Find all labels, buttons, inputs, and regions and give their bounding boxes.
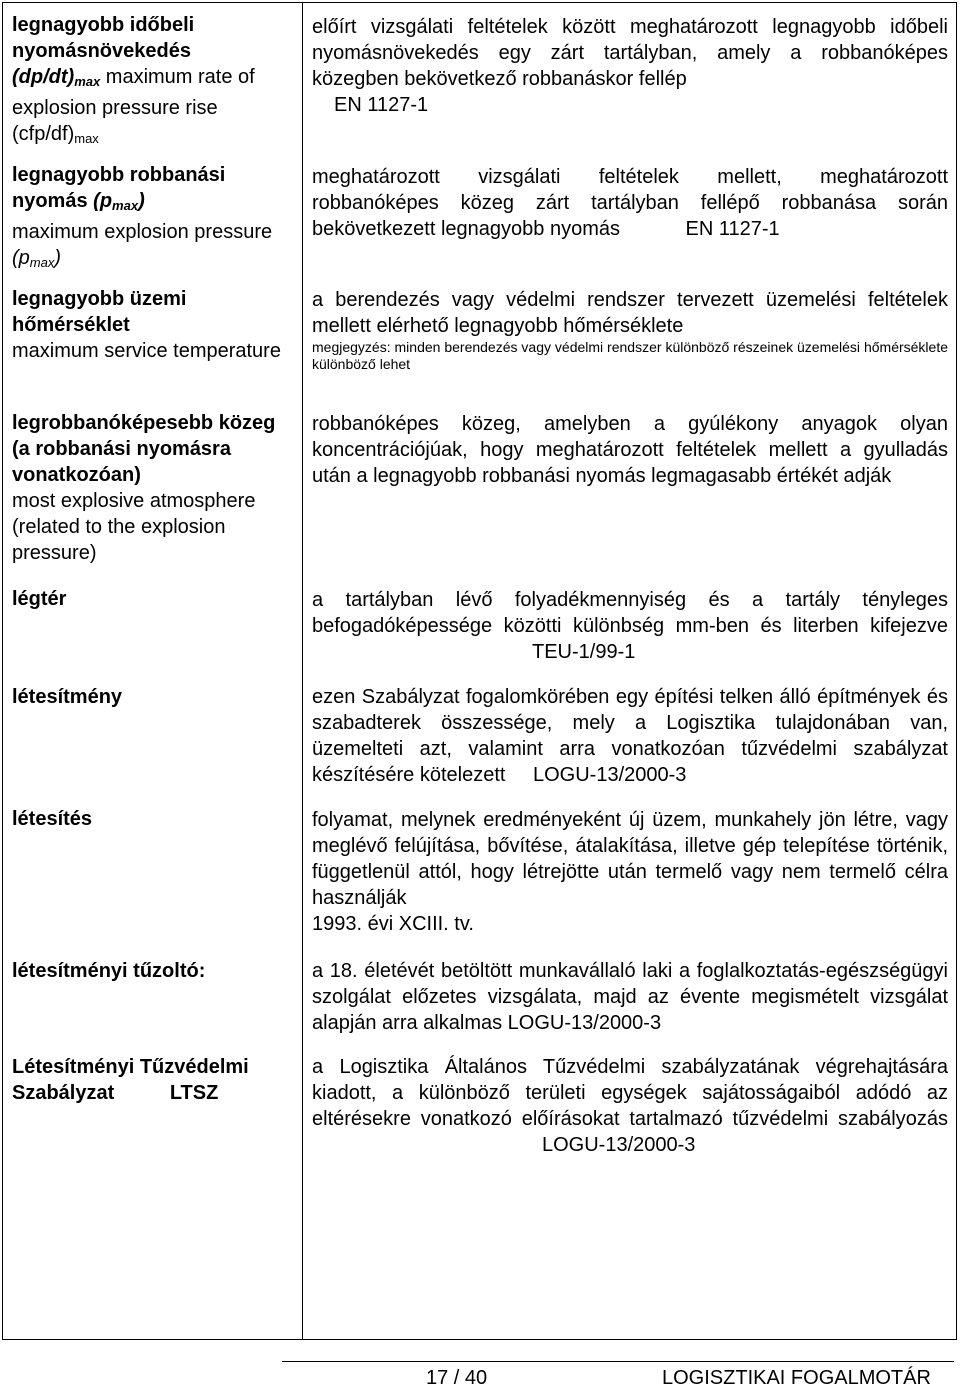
definition-cell — [312, 411, 948, 489]
column-divider — [302, 3, 303, 1339]
term-en-symbol: (p — [12, 247, 30, 269]
definition-cell — [312, 287, 948, 373]
term-en-sub: max — [74, 131, 99, 146]
term-cell — [12, 1054, 296, 1106]
term-symbol-sub: max — [112, 198, 139, 213]
source-ref: LOGU-13/2000-3 — [533, 764, 687, 786]
term-symbol-close: ) — [138, 190, 145, 212]
term-hu: legrobbanóképesebb közeg (a robbanási nyomásra vonatkozóan) — [12, 412, 276, 486]
term-hu: legnagyobb üzemi hőmérséklet — [12, 288, 187, 336]
footer-rule — [282, 1361, 954, 1362]
source-ref: 1993. évi XCIII. tv. — [312, 913, 474, 935]
term-cell — [12, 684, 296, 710]
source-ref: TEU-1/99-1 — [532, 641, 636, 663]
definition-text: a berendezés vagy védelmi rendszer tervezett üzemelési feltételek mellett elérhető legnagyobb hőmérséklete — [312, 289, 948, 337]
term-en: maximum service temperature — [12, 340, 281, 362]
definition-text: előírt vizsgálati feltételek között meghatározott legnagyobb időbeli nyomásnövekedés egy zárt tartályban, amely a robbanóképes közegben bekövetkező robbanáskor fellép — [312, 16, 948, 90]
definition-cell — [312, 1054, 948, 1158]
term-en: maximum rate of explosion pressure rise (cfp/df) — [12, 66, 255, 145]
term-cell — [12, 586, 296, 612]
term-cell — [12, 162, 296, 276]
term-cell — [12, 12, 296, 152]
term-cell — [12, 286, 296, 364]
definition-text: a Logisztika Általános Tűzvédelmi szabályzatának végrehajtására kiadott, a különböző területi egységek sajátosságaiból adódó az eltérésekre vonatkozó előírásokat tartalmazó tűzvédelmi szabályozás — [312, 1056, 948, 1130]
term-hu: legnagyobb időbeli nyomásnövekedés — [12, 14, 195, 62]
term-symbol: (dp/dt) — [12, 66, 75, 88]
page-number: 17 / 40 — [426, 1367, 488, 1389]
term-hu: legnagyobb robbanási nyomás — [12, 164, 226, 212]
document-title: LOGISZTIKAI FOGALMOTÁR — [662, 1367, 931, 1389]
term-hu: Létesítményi Tűzvédelmi Szabályzat — [12, 1056, 249, 1104]
source-ref: EN 1127-1 — [334, 94, 429, 116]
term-en-symbol-sub: max — [29, 255, 55, 270]
definition-cell — [312, 958, 948, 1036]
source-ref: EN 1127-1 — [685, 218, 780, 240]
definition-cell — [312, 807, 948, 937]
term-cell — [12, 958, 296, 984]
definition-text: ezen Szabályzat fogalomkörében egy építési telken álló építmények és szabadterek összessége, mely a Logisztika tulajdonában van, üzemelteti azt, valamint arra vonatkozóan tűzvédelmi szabályzat készítésére kötelezett — [312, 686, 948, 786]
definition-text: robbanóképes közeg, amelyben a gyúlékony anyagok olyan koncentrációjúak, hogy meghatározott feltételek mellett a gyulladás után a legnagyobb robbanási nyomás legmagasabb értékét adják — [312, 413, 948, 487]
term-abbreviation: LTSZ — [169, 1082, 219, 1104]
term-en-symbol-close: ) — [54, 247, 62, 269]
term-hu: létesítményi tűzoltó: — [12, 960, 206, 982]
term-symbol-sub: max — [74, 74, 101, 89]
term-hu: légtér — [12, 588, 67, 610]
term-symbol: (p — [93, 190, 113, 212]
definition-note: megjegyzés: minden berendezés vagy védelmi rendszer különböző részeinek üzemelési hőmérséklete különböző lehet — [312, 339, 948, 372]
definition-cell — [312, 14, 948, 118]
definition-text: folyamat, melynek eredményeként új üzem, munkahely jön létre, vagy meglévő felújítása, bővítése, átalakítása, illetve gép telepítése történik, függetlenül attól, hogy létrejötte után termelő vagy nem termelő célra használják — [312, 809, 948, 909]
definition-text: a 18. életévét betöltött munkavállaló laki a foglalkoztatás-egészségügyi szolgálat előzetes vizsgálata, majd az évente megismételt vizsgálat alapján arra alkalmas — [312, 960, 948, 1034]
definition-text: meghatározott vizsgálati feltételek mellett, meghatározott robbanóképes közeg zárt tartályban fellépő robbanása során bekövetkezett legnagyobb nyomás — [312, 166, 948, 240]
source-ref: LOGU-13/2000-3 — [542, 1134, 696, 1156]
source-ref: LOGU-13/2000-3 — [507, 1012, 662, 1034]
term-hu: létesítmény — [12, 686, 123, 708]
definition-text: a tartályban lévő folyadékmennyiség és a tartály tényleges befogadóképessége közötti különbség mm-ben és literben kifejezve — [312, 589, 948, 637]
definition-cell — [312, 684, 948, 788]
term-cell — [12, 806, 296, 832]
definition-cell — [312, 587, 948, 665]
term-en: maximum explosion pressure — [12, 221, 273, 243]
definition-cell — [312, 164, 948, 242]
term-hu: létesítés — [12, 808, 93, 830]
term-en: most explosive atmosphere (related to the explosion pressure) — [12, 490, 256, 564]
term-cell — [12, 410, 296, 566]
